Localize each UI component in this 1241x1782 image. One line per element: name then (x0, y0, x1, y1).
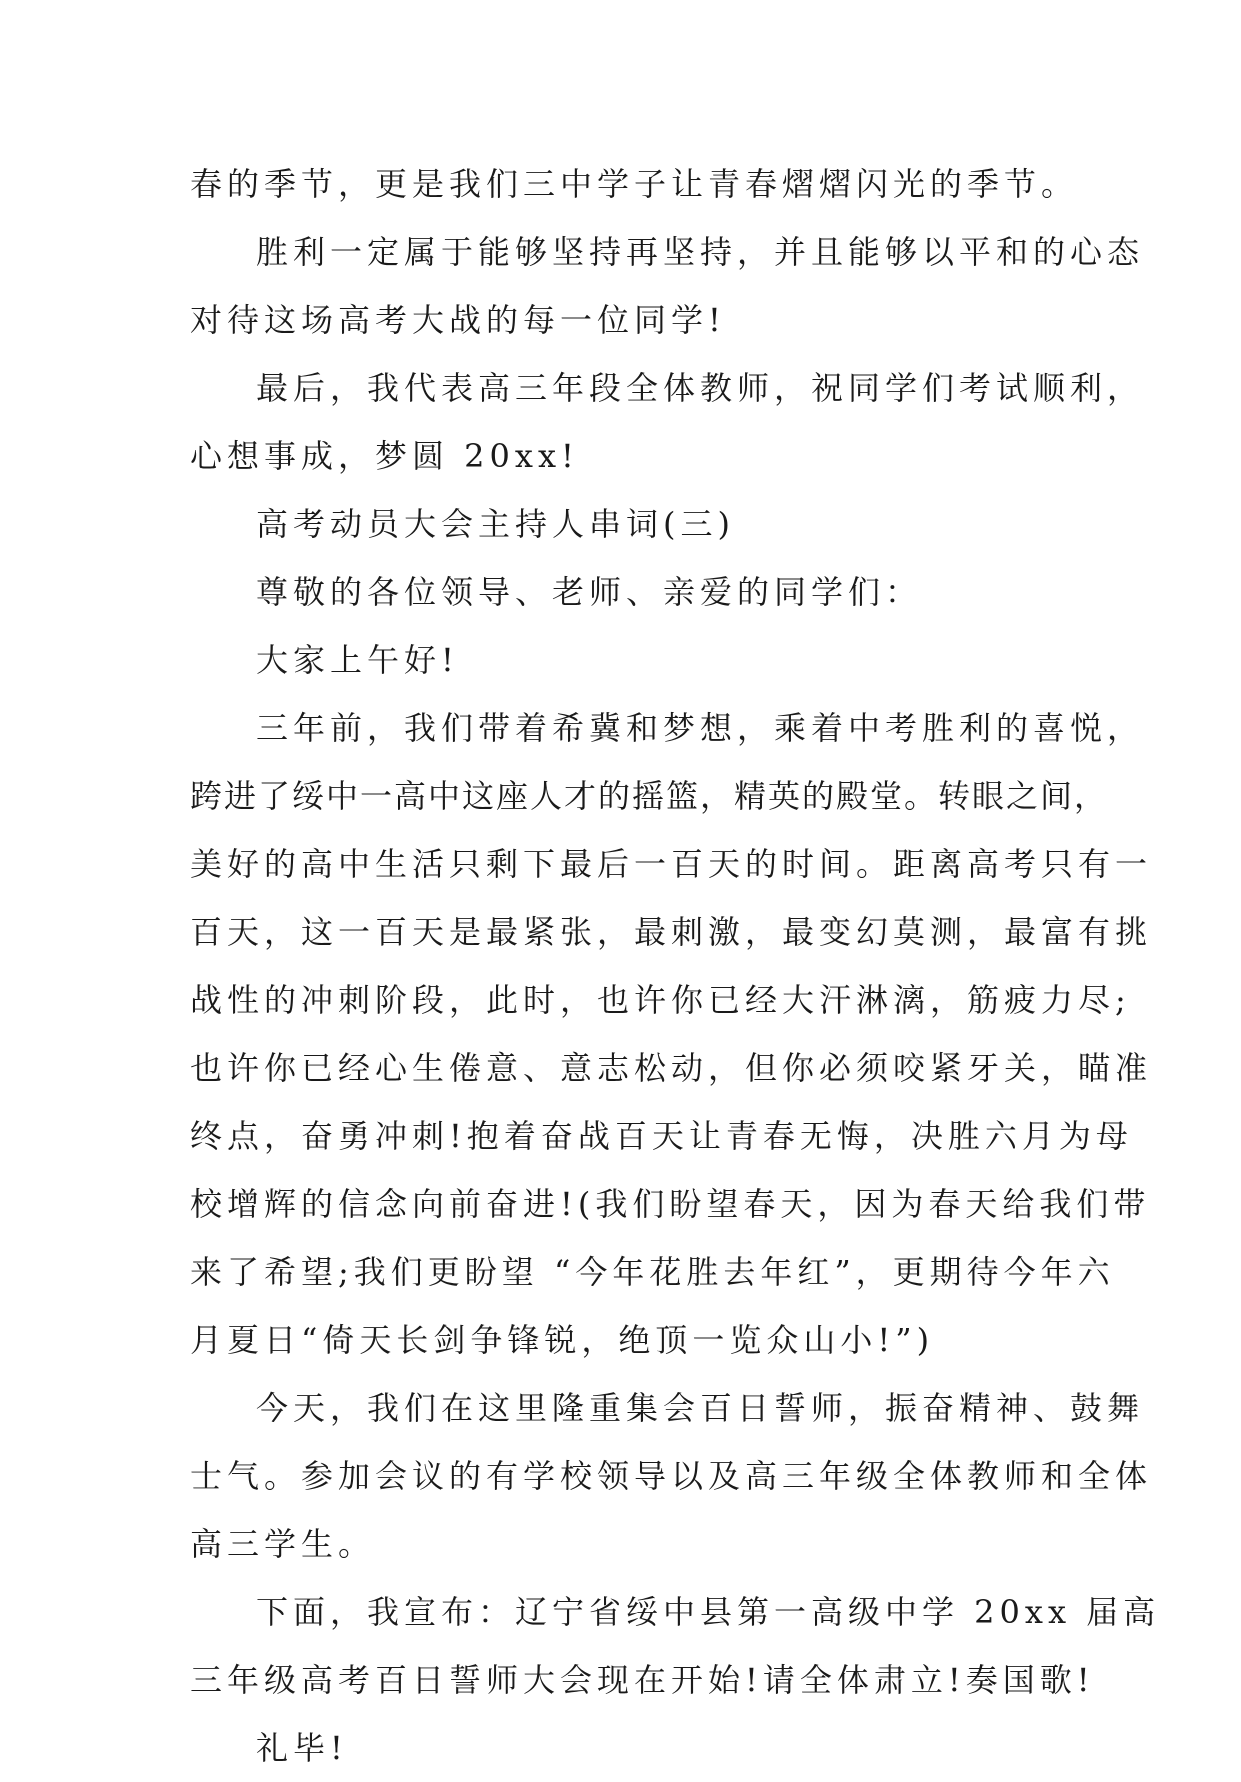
text-line: 百天，这一百天是最紧张，最刺激，最变幻莫测，最富有挑 (190, 913, 1153, 951)
text-line: 三年前，我们带着希冀和梦想，乘着中考胜利的喜悦， (256, 709, 1145, 747)
section-heading: 高考动员大会主持人串词(三) (256, 505, 735, 543)
greeting: 大家上午好! (256, 641, 459, 679)
salutation: 尊敬的各位领导、老师、亲爱的同学们： (256, 573, 923, 611)
text-line: 春的季节，更是我们三中学子让青春熠熠闪光的季节。 (190, 165, 1079, 203)
text-line: 下面，我宣布：辽宁省绥中县第一高级中学 20xx 届高 (256, 1593, 1161, 1631)
document-body (190, 150, 1161, 1782)
text-line: 月夏日“倚天长剑争锋锐，绝顶一览众山小!”) (190, 1321, 935, 1359)
text-line: 对待这场高考大战的每一位同学! (190, 301, 726, 339)
text-line: 胜利一定属于能够坚持再坚持，并且能够以平和的心态 (256, 233, 1145, 271)
text-line: 跨进了绥中一高中这座人才的摇篮，精英的殿堂。转眼之间， (190, 777, 1109, 815)
text-line: 礼毕! (256, 1729, 348, 1767)
text-line: 也许你已经心生倦意、意志松动，但你必须咬紧牙关，瞄准 (190, 1049, 1153, 1087)
text-line: 士气。参加会议的有学校领导以及高三年级全体教师和全体 (190, 1457, 1153, 1495)
text-line: 最后，我代表高三年段全体教师，祝同学们考试顺利， (256, 369, 1145, 407)
text-line: 三年级高考百日誓师大会现在开始!请全体肃立!奏国歌! (190, 1661, 1095, 1699)
text-line: 来了希望;我们更盼望 “今年花胜去年红”，更期待今年六 (190, 1253, 1115, 1291)
text-line: 终点，奋勇冲刺!抱着奋战百天让青春无悔，决胜六月为母 (190, 1117, 1133, 1155)
text-line: 今天，我们在这里隆重集会百日誓师，振奋精神、鼓舞 (256, 1389, 1145, 1427)
text-line: 美好的高中生活只剩下最后一百天的时间。距离高考只有一 (190, 845, 1153, 883)
text-line: 校增辉的信念向前奋进!(我们盼望春天，因为春天给我们带 (190, 1185, 1151, 1223)
text-line: 战性的冲刺阶段，此时，也许你已经大汗淋漓，筋疲力尽; (190, 981, 1131, 1019)
text-line: 高三学生。 (190, 1525, 376, 1563)
text-line: 心想事成，梦圆 20xx! (190, 437, 579, 475)
